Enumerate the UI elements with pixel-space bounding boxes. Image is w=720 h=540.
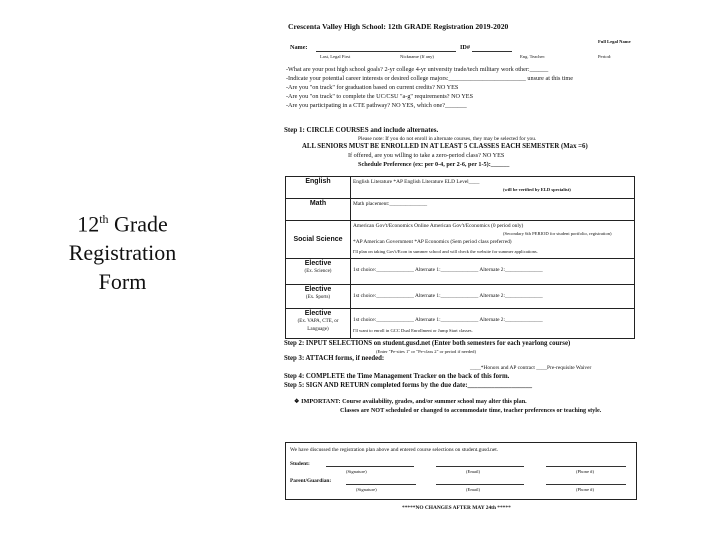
step-4-heading: Step 4: COMPLETE the Time Management Tracker on the back of this form. — [284, 373, 510, 380]
elective-1-choices: 1st choice:______________ Alternate 1:______________ Alternate 2:______________ — [351, 259, 635, 285]
nickname-caption: Nickname (If any) — [400, 54, 434, 59]
step-1-heading: Step 1: CIRCLE COURSES and include alternates. — [284, 126, 439, 134]
form-header-title: Crescenta Valley High School: 12th GRADE Registration 2019-2020 — [288, 22, 509, 31]
title-line-3: Form — [98, 269, 147, 295]
gcc-note: I'll want to enroll in GCC Dual Enrollment or Jump Start classes. — [353, 328, 473, 333]
course-selection-table — [285, 176, 635, 339]
signature-intro: We have discussed the registration plan above and entered course selections on student.gusd.net. — [290, 447, 499, 453]
parent-signature-line — [346, 477, 416, 485]
table-row — [286, 285, 635, 309]
schedule-preference: Schedule Preference (ex: per 0-4, per 2-6, per 1-5):______ — [358, 161, 510, 168]
diamond-bullet-icon: ❖ — [294, 398, 302, 405]
subject-elective-2: Elective (Ex. Sports) — [286, 285, 351, 309]
question-ag: -Are you "on track" to complete the UC/CSU "a-g" requirements? NO YES — [286, 93, 474, 100]
id-label: ID# — [460, 44, 470, 51]
math-options — [351, 199, 635, 221]
id-field — [472, 44, 512, 52]
subject-social-science: Social Science — [286, 221, 351, 259]
parent-label: Parent/Guardian: — [290, 478, 332, 484]
table-row — [286, 309, 635, 339]
slide-title — [40, 205, 205, 296]
elective-2-choices: 1st choice:______________ Alternate 1:______________ Alternate 2:______________ — [351, 285, 635, 309]
table-row — [286, 177, 635, 199]
elective-3-choices: 1st choice:______________ Alternate 1:______________ Alternate 2:______________ I'll want to enroll in GCC Dual Enrollment or Jump Start classes. — [351, 309, 635, 339]
subject-elective-1: Elective (Ex. Science) — [286, 259, 351, 285]
social-options — [351, 221, 635, 259]
subject-english: English — [286, 177, 351, 199]
title-line-2: Registration — [68, 240, 177, 266]
parent-phone-line — [546, 477, 626, 485]
signature-box — [285, 442, 637, 500]
subject-math: Math — [286, 199, 351, 221]
last-legal-first-caption: Last, Legal First — [320, 54, 351, 59]
question-goals: -What are your post high school goals? 2-yr college 4-yr university trade/tech military work other:______ — [286, 66, 549, 73]
english-options — [351, 177, 635, 199]
student-label: Student: — [290, 461, 310, 467]
registration-form-image — [280, 18, 642, 511]
student-email-line — [436, 459, 524, 467]
important-note: ❖ IMPORTANT: Course availability, grades, and/or summer school may alter this plan. — [294, 398, 527, 405]
no-changes-note: *****NO CHANGES AFTER MAY 24th ***** — [402, 505, 511, 511]
step-2-heading: Step 2: INPUT SELECTIONS on student.gusd.net (Enter both semesters for each yearlong course) — [284, 340, 571, 347]
question-cte: -Are you participating in a CTE pathway? NO YES, which one?_______ — [286, 102, 467, 109]
step-3-options: ____*Honors and AP contract ____Pre-requisite Waiver — [470, 365, 592, 371]
social-summer-note: I'll plan on taking Gov't/Econ in summer school and will check the website for summer applications. — [353, 249, 538, 254]
question-career: -Indicate your potential career interests or desired college majors:_________________________ unsure at this time — [286, 75, 573, 82]
important-note-2: Classes are NOT scheduled or changed to accommodate time, teacher preferences or teaching style. — [340, 407, 602, 414]
student-phone-line — [546, 459, 626, 467]
step-3-heading: Step 3: ATTACH forms, if needed: — [284, 355, 385, 362]
zero-period-question: If offered, are you willing to take a zero-period class? NO YES — [348, 152, 505, 159]
table-row — [286, 221, 635, 259]
subject-elective-3: Elective (Ex. VAPA, CTE, or Language) — [286, 309, 351, 339]
step-1-note: Please note: If you do not enroll in alternate courses, they may be selected for you. — [358, 136, 537, 142]
social-options-line-2: (Secondary 6th PERIOD for student portfolio, registration) — [503, 231, 612, 236]
english-verify-note: (will be verified by ELD specialist) — [503, 187, 571, 192]
question-graduation: -Are you "on track" for graduation based on current credits? NO YES — [286, 84, 459, 91]
parent-phone-caption: (Phone #) — [576, 487, 594, 492]
social-options-line-3: *AP American Government *AP Economics (Sem period class preferred) — [353, 239, 512, 245]
title-line-1: 12th Grade — [77, 211, 168, 237]
table-row — [286, 199, 635, 221]
parent-email-line — [436, 477, 524, 485]
student-signature-line — [326, 459, 414, 467]
step-5-heading: Step 5: SIGN AND RETURN completed forms by the due date:___________________ — [284, 382, 533, 389]
student-phone-caption: (Phone #) — [576, 469, 594, 474]
parent-signature-caption: (Signature) — [356, 487, 377, 492]
english-options-text: English Literature *AP English Literature ELD Level____ — [353, 179, 480, 185]
name-label: Name: — [290, 44, 308, 51]
step-2-sub: (Enter "Pe-sites 1" or "Pe-class 2" or period if needed) — [376, 349, 476, 354]
period-caption: Period: — [598, 54, 612, 59]
step-1-requirement: ALL SENIORS MUST BE ENROLLED IN AT LEAST 5 CLASSES EACH SEMESTER (Max =6) — [302, 143, 588, 150]
math-options-text: Math placement:______________ — [353, 201, 428, 207]
name-field — [316, 44, 456, 52]
social-options-line-1: American Gov't/Economics Online American Gov't/Economics (0 period only) — [353, 223, 524, 229]
full-legal-name-label: Full Legal Name — [598, 39, 631, 44]
student-signature-caption: (Signature) — [346, 469, 367, 474]
eng-teacher-caption: Eng. Teacher: — [520, 54, 546, 59]
student-email-caption: (Email) — [466, 469, 481, 474]
table-row — [286, 259, 635, 285]
parent-email-caption: (Email) — [466, 487, 481, 492]
